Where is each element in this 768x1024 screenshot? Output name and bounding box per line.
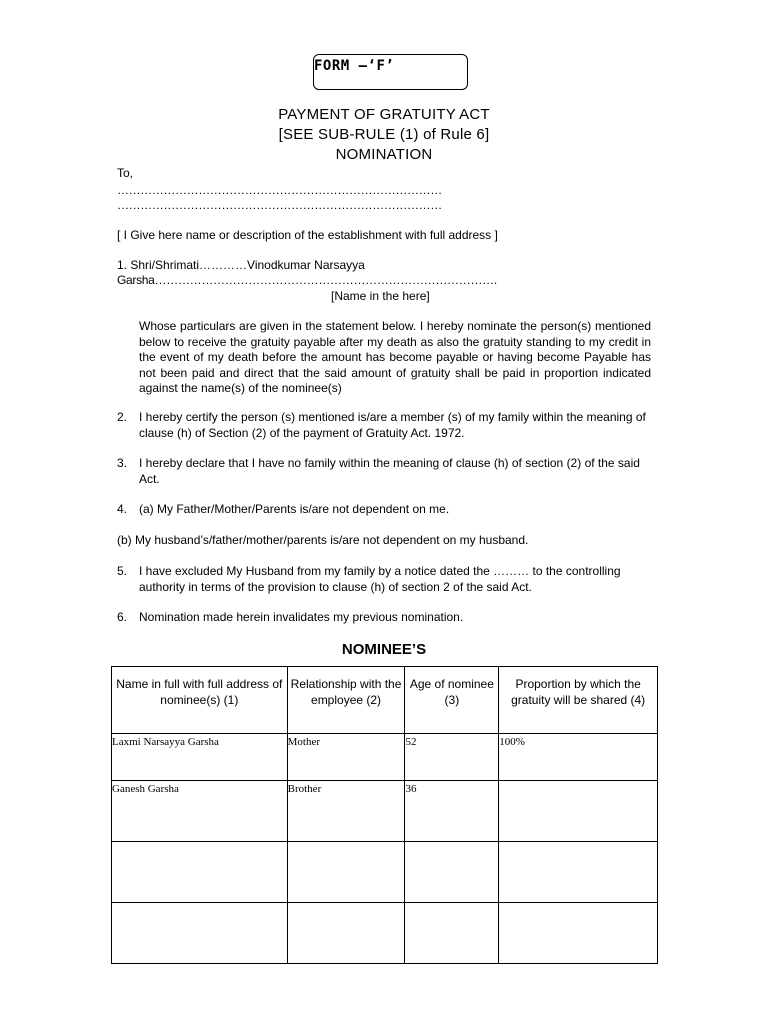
cell-relationship bbox=[287, 842, 405, 903]
employee-name-line-2: Garsha……………………………………………………………………………. bbox=[117, 273, 497, 287]
cell-proportion bbox=[499, 781, 658, 842]
table-row bbox=[112, 842, 658, 903]
cell-age: 52 bbox=[405, 734, 499, 781]
declaration-item-4a bbox=[117, 502, 657, 518]
title-subrule: [SEE SUB-RULE (1) of Rule 6] bbox=[278, 126, 490, 143]
cell-proportion bbox=[499, 903, 658, 964]
cell-name: Laxmi Narsayya Garsha bbox=[112, 734, 288, 781]
cell-age bbox=[405, 842, 499, 903]
cell-name: Ganesh Garsha bbox=[112, 781, 288, 842]
name-hint: [Name in the here] bbox=[331, 289, 430, 303]
item-text: I hereby declare that I have no family within the meaning of clause (h) of section (2) of the said Act. bbox=[139, 456, 640, 486]
item-number: 5. bbox=[117, 564, 128, 578]
table-header-row bbox=[112, 667, 658, 734]
header-proportion: Proportion by which the gratuity will be shared (4) bbox=[499, 667, 658, 734]
employee-name-line-1: 1. Shri/Shrimati…………Vinodkumar Narsayya bbox=[117, 258, 365, 272]
declaration-item-6 bbox=[117, 610, 657, 626]
item-number: 6. bbox=[117, 610, 128, 624]
nominees-table bbox=[111, 666, 658, 964]
item-number: 3. bbox=[117, 456, 128, 470]
to-label: To, bbox=[117, 166, 134, 180]
item-text: I hereby certify the person (s) mentioned is/are a member (s) of my family within the meaning of clause (h) of Section (2) of the payment of Gratuity Act. 1972. bbox=[139, 410, 646, 440]
header-name-address: Name in full with full address of nominee(s) (1) bbox=[112, 667, 288, 734]
cell-relationship bbox=[287, 903, 405, 964]
table-row bbox=[112, 781, 658, 842]
cell-age bbox=[405, 903, 499, 964]
header-age: Age of nominee (3) bbox=[405, 667, 499, 734]
cell-name bbox=[112, 903, 288, 964]
declaration-item-4b: (b) My husband’s/father/mother/parents is/are not dependent on my husband. bbox=[117, 533, 529, 547]
cell-name bbox=[112, 842, 288, 903]
title-nomination: NOMINATION bbox=[335, 146, 433, 163]
item-number: 4. bbox=[117, 502, 128, 516]
declaration-item-2 bbox=[117, 410, 657, 441]
table-row bbox=[112, 903, 658, 964]
cell-proportion: 100% bbox=[499, 734, 658, 781]
item-number: 2. bbox=[117, 410, 128, 424]
cell-proportion bbox=[499, 842, 658, 903]
header-relationship: Relationship with the employee (2) bbox=[287, 667, 405, 734]
establishment-note: [ I Give here name or description of the establishment with full address ] bbox=[117, 228, 498, 242]
form-label: FORM –‘F’ bbox=[314, 58, 395, 74]
nomination-paragraph: Whose particulars are given in the statement below. I hereby nominate the person(s) mentioned below to receive the gratuity payable after my death as also the gratuity standing to my credit in the event of my death before the amount has become payable or having become Payable has not been paid and direct that the said amount of gratuity shall be paid in proportion indicated against the name(s) of the nominee(s) bbox=[139, 319, 651, 395]
cell-relationship: Brother bbox=[287, 781, 405, 842]
item-text: Nomination made herein invalidates my previous nomination. bbox=[139, 610, 464, 624]
address-dotted-line-1: ………………………………………………………………………… bbox=[117, 183, 442, 197]
nominees-heading: NOMINEE’S bbox=[341, 641, 427, 658]
cell-relationship: Mother bbox=[287, 734, 405, 781]
table-row bbox=[112, 734, 658, 781]
item-text: (a) My Father/Mother/Parents is/are not dependent on me. bbox=[139, 502, 450, 516]
address-dotted-line-2: ………………………………………………………………………… bbox=[117, 198, 442, 212]
title-act: PAYMENT OF GRATUITY ACT bbox=[278, 106, 490, 123]
declaration-item-3 bbox=[117, 456, 657, 487]
cell-age: 36 bbox=[405, 781, 499, 842]
item-text: I have excluded My Husband from my family by a notice dated the ……… to the controlling authority in terms of the provision to clause (h) of section 2 of the said Act. bbox=[139, 564, 621, 594]
declaration-item-5 bbox=[117, 564, 657, 595]
